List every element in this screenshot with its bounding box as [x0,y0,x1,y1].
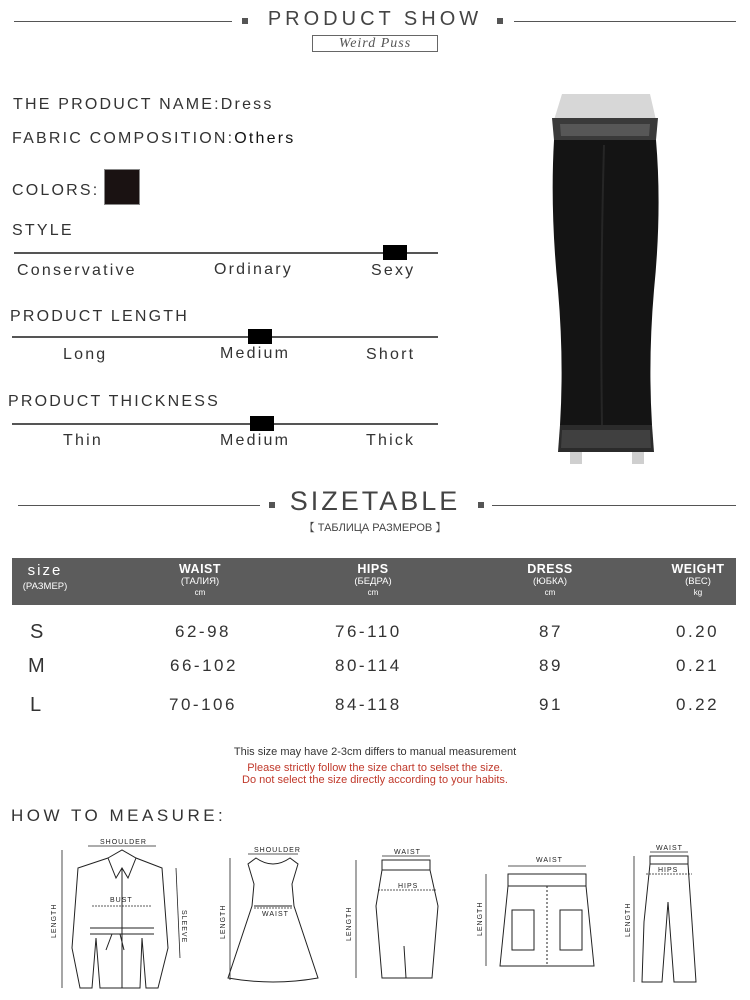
fabric-value: Others [234,130,296,147]
style-scale-line [14,252,438,254]
measurement-note: This size may have 2-3cm differs to manual measurement [233,746,517,758]
thickness-scale-marker [250,416,274,431]
dress-waist-label: WAIST [262,911,289,918]
jacket-bust-label: BUST [110,897,133,904]
skirt-waist-label: WAIST [394,849,421,856]
row-s-size: S [30,621,44,643]
col-header-weight: WEIGHT (ВЕС) kg [671,562,725,597]
product-name-label: THE PRODUCT NAME: [13,96,221,113]
mini-skirt-waist-label: WAIST [536,857,563,864]
style-scale-marker [383,245,407,260]
row-m-waist: 66-102 [170,656,238,675]
fabric-composition [12,130,295,148]
col-header-dress: DRESS (ЮБКА) cm [527,562,573,597]
dress-length-label: LENGTH [220,904,227,939]
row-l-weight: 0.22 [676,695,720,714]
sizetable-subtitle: 【 ТАБЛИЦА РАЗМЕРОВ 】 [303,522,447,534]
skirt-measure-sketch [342,846,452,991]
jacket-sleeve-label: SLEEVE [180,910,187,944]
pants-length-label: LENGTH [625,902,632,937]
length-scale-line [12,336,438,338]
thickness-option-medium: Medium [220,432,291,449]
row-m-dress: 89 [539,656,563,675]
sizetable-dot-right [478,502,484,508]
jacket-shoulder-label: SHOULDER [100,839,147,846]
row-s-waist: 62-98 [175,622,231,641]
dress-measure-sketch [218,844,328,989]
row-l-hips: 84-118 [335,695,402,714]
length-scale-marker [248,329,272,344]
length-option-medium: Medium [220,345,291,362]
pants-waist-label: WAIST [656,845,683,852]
length-option-short: Short [366,346,416,363]
pants-measure-sketch [622,842,707,992]
row-m-size: M [28,655,45,677]
thickness-option-thick: Thick [366,432,416,449]
colors-label: COLORS: [12,182,100,199]
col-header-size: size (РАЗМЕР) [22,562,68,592]
jacket-measure-sketch [50,838,200,993]
warning-note-1: Please strictly follow the size chart to selset the size. [247,762,503,774]
warning-note-2: Do not select the size directly according to your habits. [242,774,508,786]
pants-hips-label: HIPS [658,867,679,874]
row-m-hips: 80-114 [335,656,402,675]
how-to-measure-title: HOW TO MEASURE: [11,806,227,825]
skirt-length-label: LENGTH [346,906,353,941]
skirt-hips-label: HIPS [398,883,419,890]
row-l-size: L [30,694,42,716]
sizetable-header [12,558,736,605]
style-option-sexy: Sexy [371,262,416,279]
sizetable-title: SIZETABLE [289,486,461,516]
row-s-hips: 76-110 [335,622,402,641]
thickness-title: PRODUCT THICKNESS [8,393,220,410]
row-l-dress: 91 [539,695,563,714]
dress-shoulder-label: SHOULDER [254,847,301,854]
length-title: PRODUCT LENGTH [10,308,189,325]
product-name-value: Dress [220,96,274,113]
style-title: STYLE [12,222,74,239]
color-swatch-black[interactable] [104,169,140,205]
style-option-conservative: Conservative [17,262,137,279]
row-s-dress: 87 [539,622,563,641]
row-s-weight: 0.20 [676,622,720,641]
thickness-option-thin: Thin [63,432,103,449]
col-header-waist: WAIST (ТАЛИЯ) cm [178,562,222,597]
sizetable-rule-right [492,505,736,506]
page-title: PRODUCT SHOW [267,8,483,30]
header-rule-right [514,21,736,22]
product-photo [540,90,700,468]
jacket-length-label: LENGTH [51,903,58,938]
thickness-scale-line [12,423,438,425]
mini-skirt-length-label: LENGTH [477,901,484,936]
style-option-ordinary: Ordinary [214,261,293,278]
brand-label: Weird Puss [312,35,438,52]
fabric-label: FABRIC COMPOSITION: [12,130,235,147]
header-dot-right [497,18,503,24]
length-option-long: Long [63,346,108,363]
mini-skirt-measure-sketch [478,850,613,985]
col-header-hips: HIPS (БЕДРА) cm [354,562,392,597]
row-l-waist: 70-106 [169,695,237,714]
product-name [13,96,274,114]
row-m-weight: 0.21 [676,656,720,675]
